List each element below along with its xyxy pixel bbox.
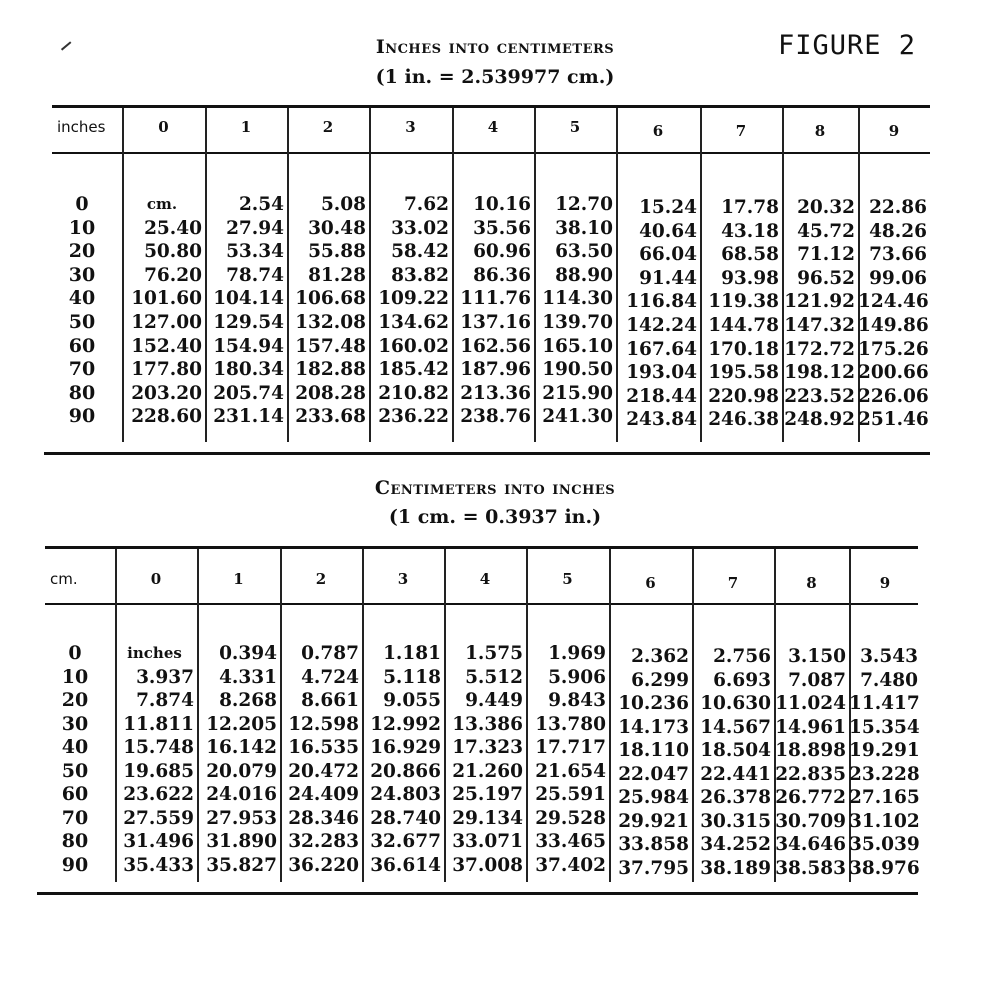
table-cell: 18.110 bbox=[618, 740, 689, 761]
figure-label: FIGURE 2 bbox=[778, 30, 917, 61]
table-cell: 93.98 bbox=[721, 267, 779, 289]
top-rule bbox=[45, 546, 918, 549]
table-cell: 243.84 bbox=[626, 409, 697, 431]
table-cell: 129.54 bbox=[213, 312, 284, 333]
table-cell: 33.858 bbox=[618, 834, 689, 855]
table-cell: 11.024 bbox=[775, 693, 846, 714]
table-cell: 15.24 bbox=[639, 197, 697, 218]
table-cell: 14.961 bbox=[775, 716, 846, 738]
table-cell: 114.30 bbox=[542, 288, 613, 310]
table-cell: 175.26 bbox=[858, 338, 929, 360]
table-cell: 119.38 bbox=[708, 291, 779, 313]
table-cell: 10.630 bbox=[700, 693, 771, 714]
table-cell: 134.62 bbox=[378, 312, 449, 333]
table-cell: 31.496 bbox=[123, 831, 194, 852]
table-cell: 238.76 bbox=[460, 406, 531, 428]
row-label: 90 bbox=[61, 853, 89, 876]
table-cell: 220.98 bbox=[708, 385, 779, 407]
table-cell: 76.20 bbox=[144, 264, 202, 286]
table-cell: 25.40 bbox=[144, 217, 202, 239]
table-cell: 13.386 bbox=[452, 713, 523, 735]
row-label: 20 bbox=[61, 689, 89, 711]
table-cell: 165.10 bbox=[542, 335, 613, 357]
table-cell: 12.992 bbox=[370, 713, 441, 735]
table-cell: 0.787 bbox=[301, 643, 359, 664]
table-cell: 127.00 bbox=[131, 312, 202, 333]
table-cell: 23.228 bbox=[849, 763, 920, 785]
table-cell: 20.079 bbox=[206, 760, 277, 782]
column-header: 9 bbox=[888, 122, 900, 140]
table-cell: 137.16 bbox=[460, 312, 531, 333]
column-header: 4 bbox=[479, 570, 491, 588]
table-cell: 152.40 bbox=[131, 335, 202, 357]
table-cell: 31.890 bbox=[206, 831, 277, 852]
table-cell: 28.740 bbox=[370, 807, 441, 829]
table-cell: 73.66 bbox=[869, 244, 927, 266]
table-cell: 7.087 bbox=[788, 669, 846, 691]
table-cell: 14.173 bbox=[618, 716, 689, 738]
table-cell: 35.827 bbox=[206, 854, 277, 876]
table-cell: 198.12 bbox=[784, 362, 855, 384]
table-cell: 1.575 bbox=[465, 643, 523, 664]
table-cell: 215.90 bbox=[542, 382, 613, 404]
table-cell: 23.622 bbox=[123, 784, 194, 805]
table-cell: 18.898 bbox=[775, 740, 846, 761]
table-cell: 167.64 bbox=[626, 338, 697, 360]
table-cell: 187.96 bbox=[460, 359, 531, 381]
table-cell: 5.118 bbox=[383, 666, 441, 688]
column-header: 7 bbox=[727, 574, 739, 592]
table-cell: 78.74 bbox=[226, 264, 284, 286]
table-cell: 2.54 bbox=[238, 194, 284, 215]
table-cell: 139.70 bbox=[542, 312, 613, 333]
table-cell: 251.46 bbox=[858, 409, 929, 431]
table-cell: 3.937 bbox=[136, 666, 194, 688]
table-cell: 231.14 bbox=[213, 406, 284, 428]
table-cell: 88.90 bbox=[555, 264, 613, 286]
table-cell: 27.953 bbox=[206, 807, 277, 829]
row-label: 10 bbox=[61, 665, 89, 688]
table-cell: 22.86 bbox=[869, 197, 927, 218]
row-label: 0 bbox=[68, 642, 82, 664]
row-label: 20 bbox=[68, 240, 96, 263]
table-cell: 2.756 bbox=[713, 646, 771, 667]
column-header: 8 bbox=[806, 574, 817, 592]
bottom-rule bbox=[37, 892, 918, 895]
table-cell: 10.16 bbox=[473, 194, 531, 215]
table-cell: 68.58 bbox=[721, 244, 779, 266]
table-cell: 15.354 bbox=[849, 716, 920, 738]
table-cell: 29.134 bbox=[452, 807, 523, 829]
table-cell: 236.22 bbox=[378, 406, 449, 428]
table-cell: 12.70 bbox=[555, 194, 613, 215]
table-cell: 1.181 bbox=[383, 643, 441, 664]
table1-subtitle: (1 in. = 2.539977 cm.) bbox=[375, 66, 615, 88]
table-cell: 7.480 bbox=[860, 669, 918, 691]
row-label: 30 bbox=[68, 263, 96, 286]
table-cell: 25.591 bbox=[535, 784, 606, 805]
row-header: inches bbox=[57, 118, 106, 136]
table-cell: 4.724 bbox=[301, 666, 359, 688]
table-cell: 17.323 bbox=[452, 737, 523, 758]
column-header: 6 bbox=[645, 574, 656, 592]
table-cell: 193.04 bbox=[626, 362, 697, 384]
table-cell: 111.76 bbox=[460, 288, 531, 310]
table-cell: 1.969 bbox=[548, 643, 606, 664]
table-cell: 48.26 bbox=[869, 220, 927, 242]
table-cell: 246.38 bbox=[708, 409, 779, 431]
table-cell: 11.811 bbox=[123, 713, 194, 735]
table-cell: 30.315 bbox=[700, 810, 771, 832]
table-cell: 223.52 bbox=[784, 385, 855, 407]
column-header: 0 bbox=[150, 570, 162, 588]
table-cell: 177.80 bbox=[131, 359, 202, 381]
table-cell: 19.685 bbox=[123, 760, 194, 782]
table-cell: 66.04 bbox=[639, 244, 697, 266]
header-rule bbox=[45, 603, 918, 605]
table-cell: 71.12 bbox=[797, 244, 855, 266]
table-cell: 33.02 bbox=[391, 217, 449, 239]
table-cell: 248.92 bbox=[784, 409, 855, 431]
table-cell: 38.583 bbox=[775, 857, 846, 879]
table-cell: 91.44 bbox=[639, 267, 697, 289]
table-cell: 160.02 bbox=[378, 335, 449, 357]
table-cell: 5.08 bbox=[320, 194, 366, 215]
column-header: 3 bbox=[397, 570, 409, 588]
table-cell: 22.441 bbox=[700, 763, 771, 785]
table2-subtitle: (1 cm. = 0.3937 in.) bbox=[388, 506, 602, 528]
table-cell: 154.94 bbox=[213, 335, 284, 357]
table-cell: 50.80 bbox=[144, 241, 202, 263]
table-cell: 6.693 bbox=[713, 669, 771, 691]
column-header: 5 bbox=[562, 570, 573, 588]
table-cell: 27.165 bbox=[849, 787, 920, 808]
table-cell: 34.252 bbox=[700, 834, 771, 855]
table1-title: Inches into centimeters bbox=[375, 36, 615, 58]
table-cell: 121.92 bbox=[784, 291, 855, 313]
table-cell: 116.84 bbox=[626, 291, 697, 313]
table-cell: 26.378 bbox=[700, 787, 771, 808]
table-cell: 81.28 bbox=[308, 264, 366, 286]
table-cell: 35.56 bbox=[473, 217, 531, 239]
table-cell: 27.94 bbox=[226, 217, 284, 239]
column-header: 1 bbox=[240, 118, 252, 136]
table-cell: 38.189 bbox=[700, 857, 771, 879]
table-cell: 38.10 bbox=[555, 217, 613, 239]
table-cell: 20.32 bbox=[797, 197, 855, 218]
table-cell: 205.74 bbox=[213, 382, 284, 404]
table-cell: 86.36 bbox=[473, 264, 531, 286]
table-cell: 37.795 bbox=[618, 857, 689, 879]
row-label: 60 bbox=[61, 783, 89, 805]
row-label: 40 bbox=[68, 287, 96, 310]
table-cell: 36.614 bbox=[370, 854, 441, 876]
table-cell: 208.28 bbox=[295, 382, 366, 404]
table-cell: 26.772 bbox=[775, 787, 846, 808]
column-header: 9 bbox=[879, 574, 891, 592]
table-cell: 101.60 bbox=[131, 288, 202, 310]
table-cell: 20.472 bbox=[288, 760, 359, 782]
table-cell: 24.803 bbox=[370, 784, 441, 805]
table-cell: 9.449 bbox=[465, 690, 523, 711]
table-cell: 170.18 bbox=[708, 338, 779, 360]
table-cell: 25.197 bbox=[452, 784, 523, 805]
table-cell: 213.36 bbox=[460, 382, 531, 404]
table-cell: 40.64 bbox=[639, 220, 697, 242]
table-cell: 14.567 bbox=[700, 716, 771, 738]
table-cell: 20.866 bbox=[370, 760, 441, 782]
row-label: 50 bbox=[61, 759, 89, 782]
table-cell: 63.50 bbox=[555, 241, 613, 263]
column-header: 3 bbox=[405, 118, 416, 136]
table-cell: 104.14 bbox=[213, 288, 284, 310]
row-label: 70 bbox=[68, 358, 96, 381]
unit-label: cm. bbox=[146, 195, 178, 213]
table-cell: 8.268 bbox=[219, 690, 277, 711]
row-label: 70 bbox=[61, 806, 89, 829]
column-header: 8 bbox=[814, 122, 826, 140]
table-cell: 30.48 bbox=[308, 217, 366, 239]
table-cell: 37.402 bbox=[535, 854, 606, 876]
table-cell: 60.96 bbox=[473, 241, 531, 263]
table-cell: 218.44 bbox=[626, 385, 697, 407]
table-cell: 5.906 bbox=[548, 666, 606, 688]
table-cell: 37.008 bbox=[452, 854, 523, 876]
table-cell: 9.055 bbox=[383, 690, 441, 711]
table-cell: 31.102 bbox=[849, 810, 920, 832]
bottom-rule bbox=[44, 452, 930, 455]
table-cell: 5.512 bbox=[465, 666, 523, 688]
column-header: 2 bbox=[315, 570, 327, 588]
table-cell: 45.72 bbox=[797, 220, 855, 242]
table-cell: 24.016 bbox=[206, 784, 277, 805]
table-cell: 13.780 bbox=[535, 713, 606, 735]
row-label: 80 bbox=[68, 381, 96, 404]
table-cell: 96.52 bbox=[797, 267, 855, 289]
table-cell: 36.220 bbox=[288, 854, 359, 876]
table-cell: 0.394 bbox=[219, 643, 277, 664]
table-cell: 16.535 bbox=[288, 737, 359, 758]
table-cell: 35.039 bbox=[849, 834, 920, 855]
row-label: 30 bbox=[61, 712, 89, 735]
table-cell: 29.528 bbox=[535, 807, 606, 829]
table-cell: 233.68 bbox=[295, 406, 366, 428]
table-cell: 180.34 bbox=[213, 359, 284, 381]
table-cell: 53.34 bbox=[226, 241, 284, 263]
table-cell: 32.677 bbox=[370, 831, 441, 852]
table-cell: 10.236 bbox=[618, 693, 689, 714]
table-cell: 172.72 bbox=[784, 338, 855, 360]
row-label: 40 bbox=[61, 736, 89, 758]
table-cell: 182.88 bbox=[295, 359, 366, 381]
table-cell: 21.654 bbox=[535, 760, 606, 782]
table-cell: 8.661 bbox=[301, 690, 359, 711]
table-cell: 58.42 bbox=[391, 241, 449, 263]
table-cell: 33.071 bbox=[452, 831, 523, 852]
table-cell: 30.709 bbox=[775, 810, 846, 832]
top-rule bbox=[52, 105, 930, 108]
table-cell: 124.46 bbox=[858, 291, 929, 313]
table-cell: 7.874 bbox=[136, 690, 194, 711]
table-cell: 210.82 bbox=[378, 382, 449, 404]
table-cell: 32.283 bbox=[288, 831, 359, 852]
table-cell: 2.362 bbox=[631, 646, 689, 667]
table-cell: 241.30 bbox=[542, 406, 613, 428]
table-cell: 21.260 bbox=[452, 760, 523, 782]
table-cell: 185.42 bbox=[378, 359, 449, 381]
table-cell: 11.417 bbox=[849, 693, 920, 714]
table-cell: 106.68 bbox=[295, 288, 366, 310]
table-cell: 27.559 bbox=[123, 807, 194, 829]
table-cell: 22.047 bbox=[618, 763, 689, 785]
table-cell: 162.56 bbox=[460, 335, 531, 357]
table2-title: Centimeters into inches bbox=[374, 477, 616, 499]
table-cell: 33.465 bbox=[535, 831, 606, 852]
table-cell: 83.82 bbox=[391, 264, 449, 286]
table-cell: 109.22 bbox=[378, 288, 449, 310]
table-cell: 142.24 bbox=[626, 315, 697, 336]
column-header: 0 bbox=[158, 118, 169, 136]
row-label: 90 bbox=[68, 405, 96, 428]
table-cell: 3.150 bbox=[788, 646, 846, 667]
table-cell: 6.299 bbox=[631, 669, 689, 691]
table-cell: 19.291 bbox=[849, 740, 920, 761]
column-header: 6 bbox=[652, 122, 664, 140]
table-cell: 16.929 bbox=[370, 737, 441, 758]
table-cell: 157.48 bbox=[295, 335, 366, 357]
table-cell: 28.346 bbox=[288, 807, 359, 829]
column-header: 7 bbox=[735, 122, 747, 140]
table-cell: 35.433 bbox=[123, 854, 194, 876]
table-cell: 29.921 bbox=[618, 810, 689, 832]
row-label: 0 bbox=[75, 193, 89, 215]
column-header: 1 bbox=[233, 570, 244, 588]
table-cell: 228.60 bbox=[131, 406, 202, 428]
table-cell: 147.32 bbox=[784, 315, 855, 336]
table-cell: 55.88 bbox=[308, 241, 366, 263]
table-cell: 38.976 bbox=[849, 857, 920, 879]
table-cell: 12.205 bbox=[206, 713, 277, 735]
column-header: 5 bbox=[569, 118, 581, 136]
table-cell: 22.835 bbox=[775, 763, 846, 785]
table-cell: 17.78 bbox=[721, 197, 779, 218]
table-cell: 190.50 bbox=[542, 359, 613, 381]
table-cell: 9.843 bbox=[548, 690, 606, 711]
table-cell: 43.18 bbox=[721, 220, 779, 242]
table-cell: 99.06 bbox=[869, 267, 927, 289]
table-cell: 15.748 bbox=[123, 737, 194, 758]
table-cell: 34.646 bbox=[775, 834, 846, 855]
unit-label: inches bbox=[127, 644, 182, 662]
header-rule bbox=[52, 152, 930, 154]
table-cell: 17.717 bbox=[535, 737, 606, 758]
row-label: 50 bbox=[68, 311, 96, 333]
table-cell: 7.62 bbox=[403, 194, 449, 215]
table-cell: 195.58 bbox=[708, 362, 779, 384]
table-cell: 24.409 bbox=[288, 784, 359, 805]
table-cell: 18.504 bbox=[700, 740, 771, 761]
row-label: 80 bbox=[61, 830, 89, 852]
table-cell: 200.66 bbox=[858, 362, 929, 384]
table-cell: 12.598 bbox=[288, 713, 359, 735]
table-cell: 132.08 bbox=[295, 312, 366, 333]
row-header: cm. bbox=[50, 570, 78, 588]
column-header: 4 bbox=[487, 118, 499, 136]
column-header: 2 bbox=[322, 118, 334, 136]
table-cell: 4.331 bbox=[219, 666, 277, 688]
table-cell: 3.543 bbox=[860, 646, 918, 667]
row-label: 10 bbox=[68, 216, 96, 239]
table-cell: 226.06 bbox=[858, 385, 929, 407]
table-cell: 149.86 bbox=[858, 315, 929, 336]
table-cell: 144.78 bbox=[708, 315, 779, 336]
table-cell: 16.142 bbox=[206, 737, 277, 758]
table-cell: 203.20 bbox=[131, 382, 202, 404]
table-cell: 25.984 bbox=[618, 787, 689, 808]
row-label: 60 bbox=[68, 334, 96, 357]
